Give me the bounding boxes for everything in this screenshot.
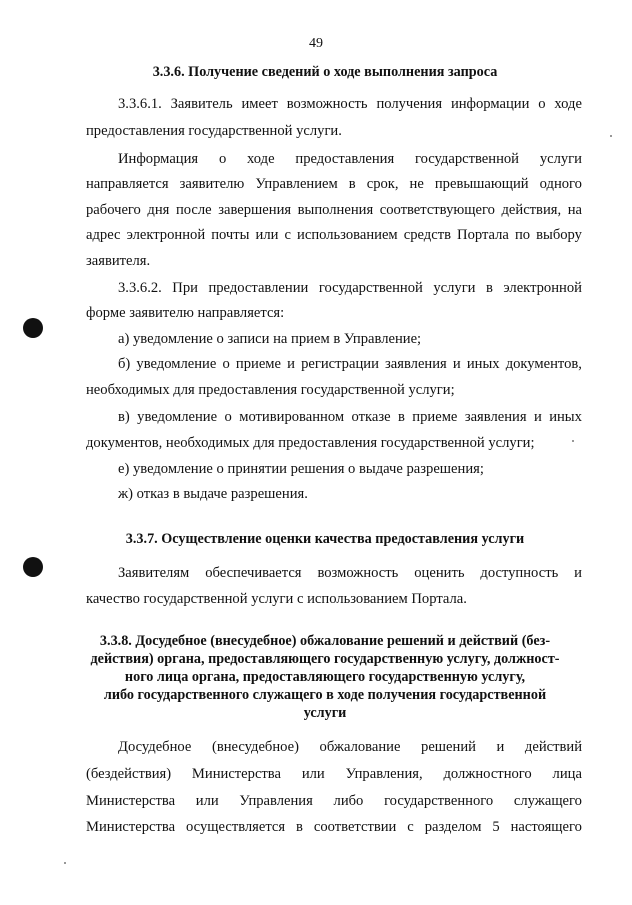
paragraph-line: [118, 566, 582, 581]
punch-hole: [23, 557, 43, 577]
word: мотивированном: [239, 409, 345, 425]
word: или: [255, 227, 279, 243]
list-item-zh: ж) отказ в выдаче разрешения.: [118, 486, 308, 502]
word: одного: [539, 176, 582, 192]
word: оценить: [414, 565, 465, 581]
word: регистрации: [301, 356, 379, 372]
word: обжалование: [319, 739, 401, 755]
word: Управления: [239, 793, 313, 809]
word: 3.3.6.2.: [118, 280, 162, 296]
word: получения: [376, 96, 443, 112]
word: использованием: [297, 227, 398, 243]
word: предоставления: [295, 151, 395, 167]
word: и: [533, 409, 542, 425]
word: отказе: [351, 409, 391, 425]
word: заявителю: [179, 176, 245, 192]
word: в: [296, 819, 303, 835]
word: имеет: [241, 96, 278, 112]
word: документов,: [505, 356, 582, 372]
word: заявления: [385, 356, 447, 372]
word: или: [301, 766, 325, 782]
word: Заявитель: [170, 96, 233, 112]
word: (бездействия): [86, 766, 172, 782]
word: 5: [492, 819, 500, 835]
section-heading-3-3-8-line: услуги: [303, 705, 347, 721]
scan-speck: [610, 135, 612, 137]
paragraph-line: [86, 177, 582, 192]
list-item-b-cont: необходимых для предоставления государственной услуги;: [86, 382, 455, 398]
word: лица: [552, 766, 582, 782]
word: в: [397, 409, 405, 425]
word: уведомление: [136, 356, 217, 372]
word: возможность: [317, 565, 399, 581]
word: служащего: [513, 793, 582, 809]
word: иных: [549, 409, 582, 425]
paragraph-line: [86, 203, 582, 218]
word: срок,: [366, 176, 399, 192]
paragraph-line: предоставления государственной услуги.: [86, 123, 342, 139]
word: возможность: [286, 96, 368, 112]
word: государственного: [384, 793, 494, 809]
list-item-a: а) уведомление о записи на прием в Управление;: [118, 331, 422, 347]
list-item-b: [118, 357, 582, 372]
word: и: [496, 739, 505, 755]
word: ходе: [554, 96, 582, 112]
word: рабочего: [86, 202, 141, 218]
word: Министерства: [86, 793, 176, 809]
word: предоставлении: [208, 280, 309, 296]
scan-speck: [64, 862, 66, 864]
paragraph-line: заявителя.: [86, 253, 151, 269]
list-item-v: [118, 410, 582, 425]
word: превышающий: [434, 176, 529, 192]
section-heading-3-3-8-line: ного лица органа, предоставляющего государственную услугу,: [124, 669, 526, 685]
word: с: [284, 227, 291, 243]
word: Заявителям: [118, 565, 190, 581]
section-heading-3-3-8-line: 3.3.8. Досудебное (внесудебное) обжалование решений и действий (без-: [99, 633, 551, 649]
punch-hole: [23, 318, 43, 338]
paragraph-line: [118, 740, 582, 755]
word: При: [172, 280, 198, 296]
word: в): [118, 409, 130, 425]
word: и: [287, 356, 295, 372]
paragraph-line: [86, 228, 582, 243]
word: о: [218, 151, 227, 167]
word: соответствующего: [379, 202, 495, 218]
word: на: [567, 202, 582, 218]
word: после: [175, 202, 212, 218]
paragraph-line: [86, 794, 582, 809]
paragraph-line: [86, 767, 582, 782]
word: решений: [421, 739, 476, 755]
word: о: [222, 356, 230, 372]
word: осуществляется: [186, 819, 286, 835]
word: обеспечивается: [205, 565, 302, 581]
word: и: [574, 565, 582, 581]
word: б): [118, 356, 131, 372]
word: ходе: [247, 151, 275, 167]
word: (внесудебное): [211, 739, 299, 755]
word: о: [224, 409, 232, 425]
word: услуги: [539, 151, 582, 167]
word: в: [348, 176, 356, 192]
word: Управления,: [345, 766, 423, 782]
word: 3.3.6.1.: [118, 96, 162, 112]
word: дня: [147, 202, 170, 218]
word: должностного: [443, 766, 532, 782]
paragraph-line: [118, 281, 582, 296]
word: завершения: [218, 202, 292, 218]
word: по: [514, 227, 531, 243]
page-number: 49: [309, 36, 323, 51]
word: настоящего: [510, 819, 582, 835]
word: с: [407, 819, 414, 835]
list-item-e: е) уведомление о принятии решения о выдаче разрешения;: [118, 461, 484, 477]
word: иных: [466, 356, 500, 372]
word: Министерства: [86, 819, 176, 835]
section-heading-3-3-6: 3.3.6. Получение сведений о ходе выполнения запроса: [152, 64, 498, 80]
word: выбору: [536, 227, 582, 243]
word: доступность: [480, 565, 559, 581]
word: электронной: [126, 227, 206, 243]
paragraph-line: [118, 97, 582, 112]
scan-speck: [572, 440, 574, 442]
word: государственной: [318, 280, 423, 296]
word: действия,: [501, 202, 562, 218]
word: электронной: [503, 280, 582, 296]
word: средств: [403, 227, 451, 243]
word: разделом: [424, 819, 482, 835]
word: выполнения: [297, 202, 374, 218]
list-item-v-cont: документов, необходимых для предоставления государственной услуги;: [86, 435, 535, 451]
word: в: [486, 280, 493, 296]
word: государственной: [414, 151, 519, 167]
word: приеме: [412, 409, 458, 425]
paragraph-line: [86, 820, 582, 835]
word: о: [538, 96, 546, 112]
word: или: [195, 793, 219, 809]
paragraph-line: [118, 152, 582, 167]
word: информации: [450, 96, 530, 112]
word: соответствии: [313, 819, 397, 835]
word: не: [409, 176, 424, 192]
word: Портала: [457, 227, 509, 243]
section-heading-3-3-8-line: действия) органа, предоставляющего государственную услугу, должност-: [90, 651, 560, 667]
section-heading-3-3-7: 3.3.7. Осуществление оценки качества предоставления услуги: [125, 531, 525, 547]
word: Досудебное: [118, 739, 192, 755]
word: Информация: [118, 151, 199, 167]
word: уведомление: [137, 409, 218, 425]
word: адрес: [86, 227, 121, 243]
paragraph-line: форме заявителю направляется:: [86, 305, 285, 321]
word: Министерства: [191, 766, 281, 782]
word: услуги: [433, 280, 476, 296]
word: действий: [524, 739, 582, 755]
paragraph-line: качество государственной услуги с использованием Портала.: [86, 591, 467, 607]
word: и: [452, 356, 461, 372]
word: Управлением: [255, 176, 338, 192]
word: направляется: [86, 176, 169, 192]
word: почты: [211, 227, 250, 243]
word: либо: [333, 793, 364, 809]
word: приеме: [235, 356, 282, 372]
word: заявления: [464, 409, 527, 425]
section-heading-3-3-8-line: либо государственного служащего в ходе получения государственной: [103, 687, 547, 703]
